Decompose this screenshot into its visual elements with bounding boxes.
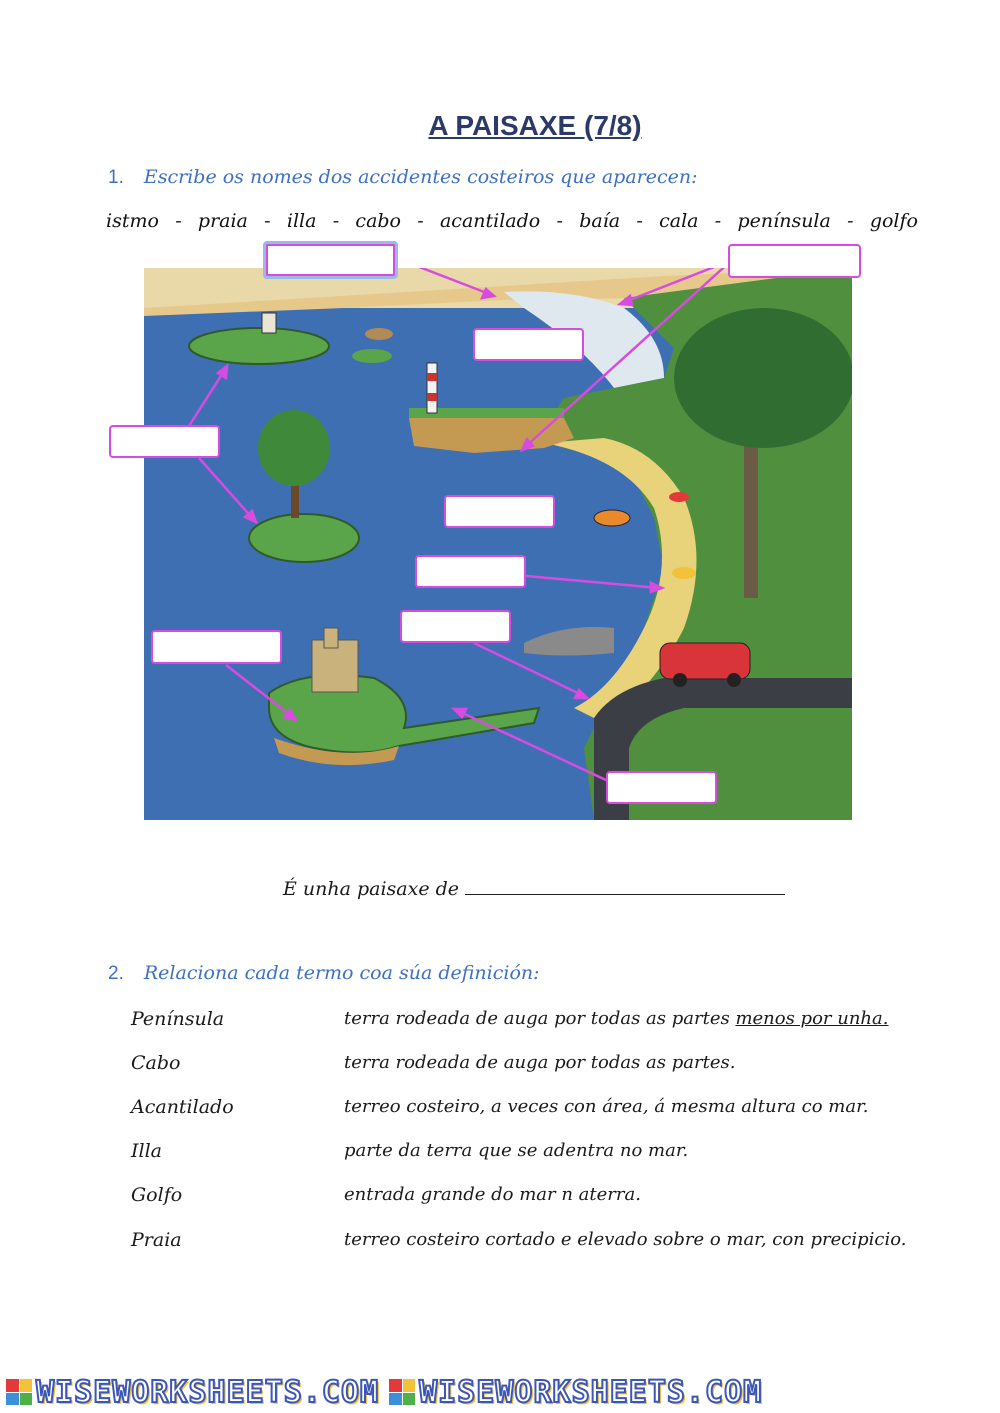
sentence-prefix: É unha paisaxe de	[283, 878, 460, 900]
definition-text: terreo costeiro, a veces con área, á mesma altura co mar.	[344, 1096, 869, 1117]
answer-box-7[interactable]	[400, 610, 511, 643]
definition-item[interactable]	[344, 1008, 888, 1029]
term-item[interactable]: Praia	[131, 1229, 182, 1251]
question-2	[108, 962, 540, 985]
definition-underlined-text: menos por unha.	[735, 1008, 889, 1029]
definition-item[interactable]	[344, 1096, 868, 1117]
brand-logo-text: WISEWORKSHEETS.COM	[419, 1374, 763, 1410]
answer-box-1[interactable]	[263, 241, 398, 279]
definition-text: entrada grande do mar n aterra.	[344, 1184, 641, 1205]
word-bank-item: golfo	[869, 210, 918, 232]
question-1	[108, 166, 698, 189]
word-bank-item: praia	[197, 210, 248, 232]
term-item[interactable]: Península	[131, 1008, 225, 1030]
word-bank-separator: -	[264, 210, 271, 232]
word-bank-separator: -	[847, 210, 854, 232]
answer-box-5[interactable]	[444, 495, 555, 528]
answer-box-2[interactable]	[728, 244, 861, 278]
definition-item[interactable]	[344, 1184, 641, 1205]
question-2-text: Relaciona cada termo coa súa definición:	[143, 962, 540, 984]
landscape-sentence	[283, 876, 785, 900]
definition-item[interactable]	[344, 1052, 735, 1073]
brand-logo-icon	[6, 1379, 32, 1405]
definition-text: terra rodeada de auga por todas as partes.	[344, 1052, 736, 1073]
word-bank	[106, 210, 918, 232]
brand-logo	[6, 1375, 379, 1410]
brand-logo-text: WISEWORKSHEETS.COM	[36, 1374, 380, 1410]
word-bank-item: cala	[659, 210, 699, 232]
word-bank-separator: -	[714, 210, 722, 232]
word-bank-item: península	[737, 210, 831, 232]
answer-box-6[interactable]	[415, 555, 526, 588]
word-bank-separator: -	[332, 210, 340, 232]
definition-text: parte da terra que se adentra no mar.	[344, 1140, 689, 1161]
footer-branding	[0, 1374, 1000, 1410]
answer-box-3[interactable]	[473, 328, 584, 361]
question-1-text: Escribe os nomes dos accidentes costeiros que aparecen:	[143, 166, 698, 188]
word-bank-item: illa	[286, 210, 317, 232]
definition-item[interactable]	[344, 1140, 688, 1161]
word-bank-separator: -	[636, 210, 643, 232]
word-bank-item: istmo	[106, 210, 159, 232]
brand-logo	[389, 1375, 762, 1410]
word-bank-separator: -	[556, 210, 563, 232]
definition-text: terreo costeiro cortado e elevado sobre o mar, con precipicio.	[344, 1229, 907, 1250]
page-title: A PAISAXE (7/8)	[428, 110, 642, 141]
answer-box-9[interactable]	[606, 771, 717, 804]
brand-logo-icon	[389, 1379, 415, 1405]
word-bank-item: baía	[579, 210, 621, 232]
word-bank-item: cabo	[355, 210, 401, 232]
word-bank-separator: -	[175, 210, 182, 232]
word-bank-item: acantilado	[439, 210, 541, 232]
definition-text: terra rodeada de auga por todas as partes	[344, 1008, 736, 1029]
definition-item[interactable]	[344, 1229, 906, 1250]
answer-box-8[interactable]	[151, 630, 282, 664]
term-item[interactable]: Cabo	[131, 1052, 181, 1074]
sentence-blank-input[interactable]	[465, 876, 785, 895]
question-1-number: 1.	[108, 167, 124, 188]
term-item[interactable]: Golfo	[131, 1184, 183, 1206]
term-item[interactable]: Acantilado	[131, 1096, 234, 1118]
term-item[interactable]: Illa	[131, 1140, 162, 1162]
question-2-number: 2.	[108, 963, 124, 984]
answer-box-4[interactable]	[109, 425, 220, 458]
word-bank-separator: -	[417, 210, 424, 232]
